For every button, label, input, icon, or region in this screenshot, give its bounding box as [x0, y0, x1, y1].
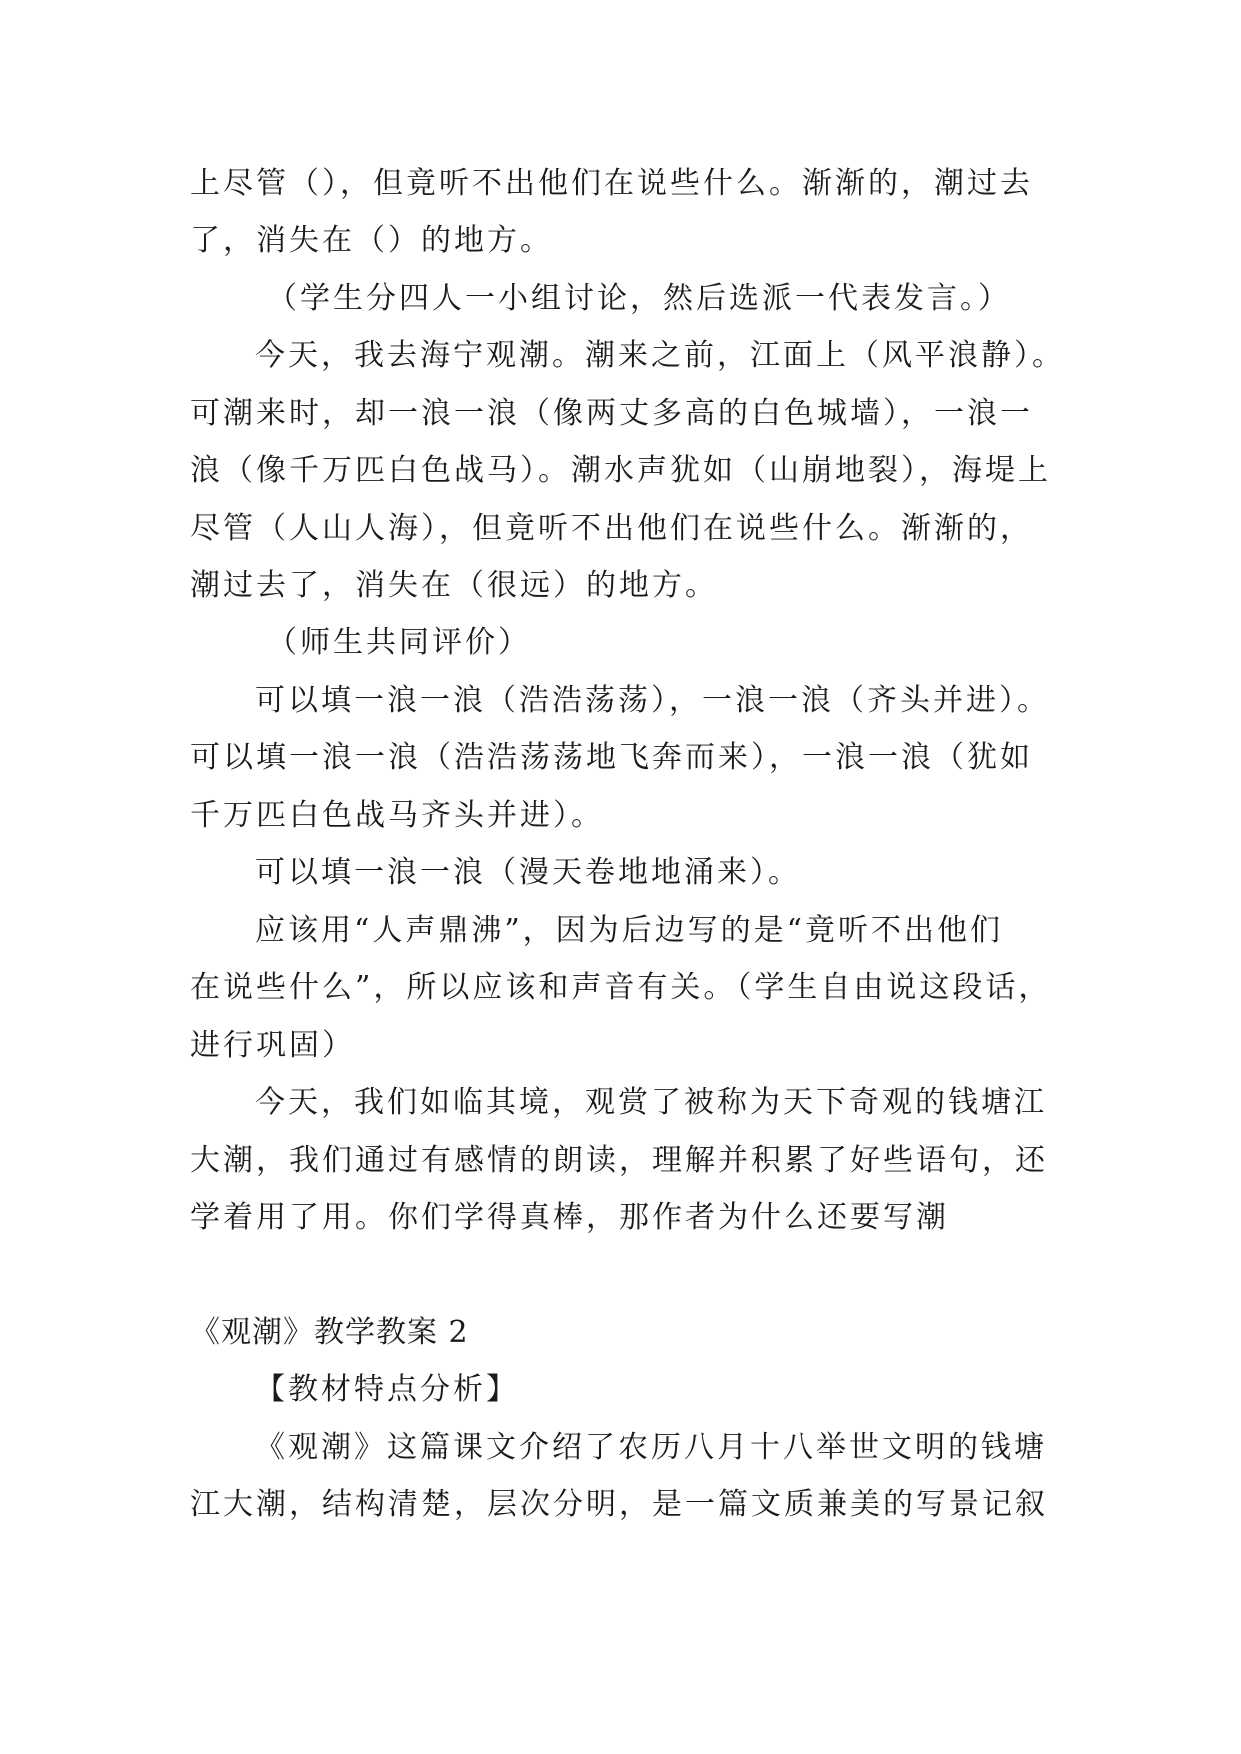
text-line: 潮过去了，消失在（很远）的地方。: [190, 568, 718, 603]
text-line: 可以填一浪一浪（浩浩荡荡地飞奔而来），一浪一浪（犹如: [190, 740, 1033, 775]
text-line: 可潮来时，却一浪一浪（像两丈多高的白色城墙），一浪一: [190, 396, 1033, 431]
text-line: 《观潮》这篇课文介绍了农历八月十八举世文明的钱塘: [255, 1430, 1047, 1465]
text-line: 学着用了用。你们学得真棒，那作者为什么还要写潮: [190, 1200, 949, 1235]
text-line: 今天，我们如临其境，观赏了被称为天下奇观的钱塘江: [255, 1085, 1047, 1120]
text-line: 大潮，我们通过有感情的朗读，理解并积累了好些语句，还: [190, 1143, 1048, 1178]
text-line: 浪（像千万匹白色战马）。潮水声犹如（山崩地裂），海堤上: [190, 453, 1051, 488]
text-line: （师生共同评价）: [267, 625, 531, 660]
text-line: 今天，我去海宁观潮。潮来之前，江面上（风平浪静）。: [255, 338, 1065, 373]
text-line: （学生分四人一小组讨论，然后选派一代表发言。）: [267, 281, 1011, 316]
text-line: 可以填一浪一浪（浩浩荡荡），一浪一浪（齐头并进）。: [255, 683, 1050, 718]
text-line: 千万匹白色战马齐头并进）。: [190, 798, 604, 833]
text-line: 上尽管（），但竟听不出他们在说些什么。渐渐的，潮过去: [190, 166, 1033, 201]
section-title: 《观潮》教学教案 2: [190, 1315, 469, 1350]
text-line: 在说些什么”，所以应该和声音有关。（学生自由说这段话，: [190, 970, 1052, 1005]
text-line: 了，消失在（）的地方。: [190, 223, 553, 258]
text-line: 江大潮，结构清楚，层次分明，是一篇文质兼美的写景记叙: [190, 1487, 1048, 1522]
text-line: 尽管（人山人海），但竟听不出他们在说些什么。渐渐的，: [190, 511, 1033, 546]
text-line: 应该用“人声鼎沸”，因为后边写的是“竟听不出他们: [255, 913, 1004, 948]
subsection-heading: 【教材特点分析】: [255, 1372, 519, 1407]
text-line: 进行巩固）: [190, 1028, 355, 1063]
text-line: 可以填一浪一浪（漫天卷地地涌来）。: [255, 855, 801, 890]
